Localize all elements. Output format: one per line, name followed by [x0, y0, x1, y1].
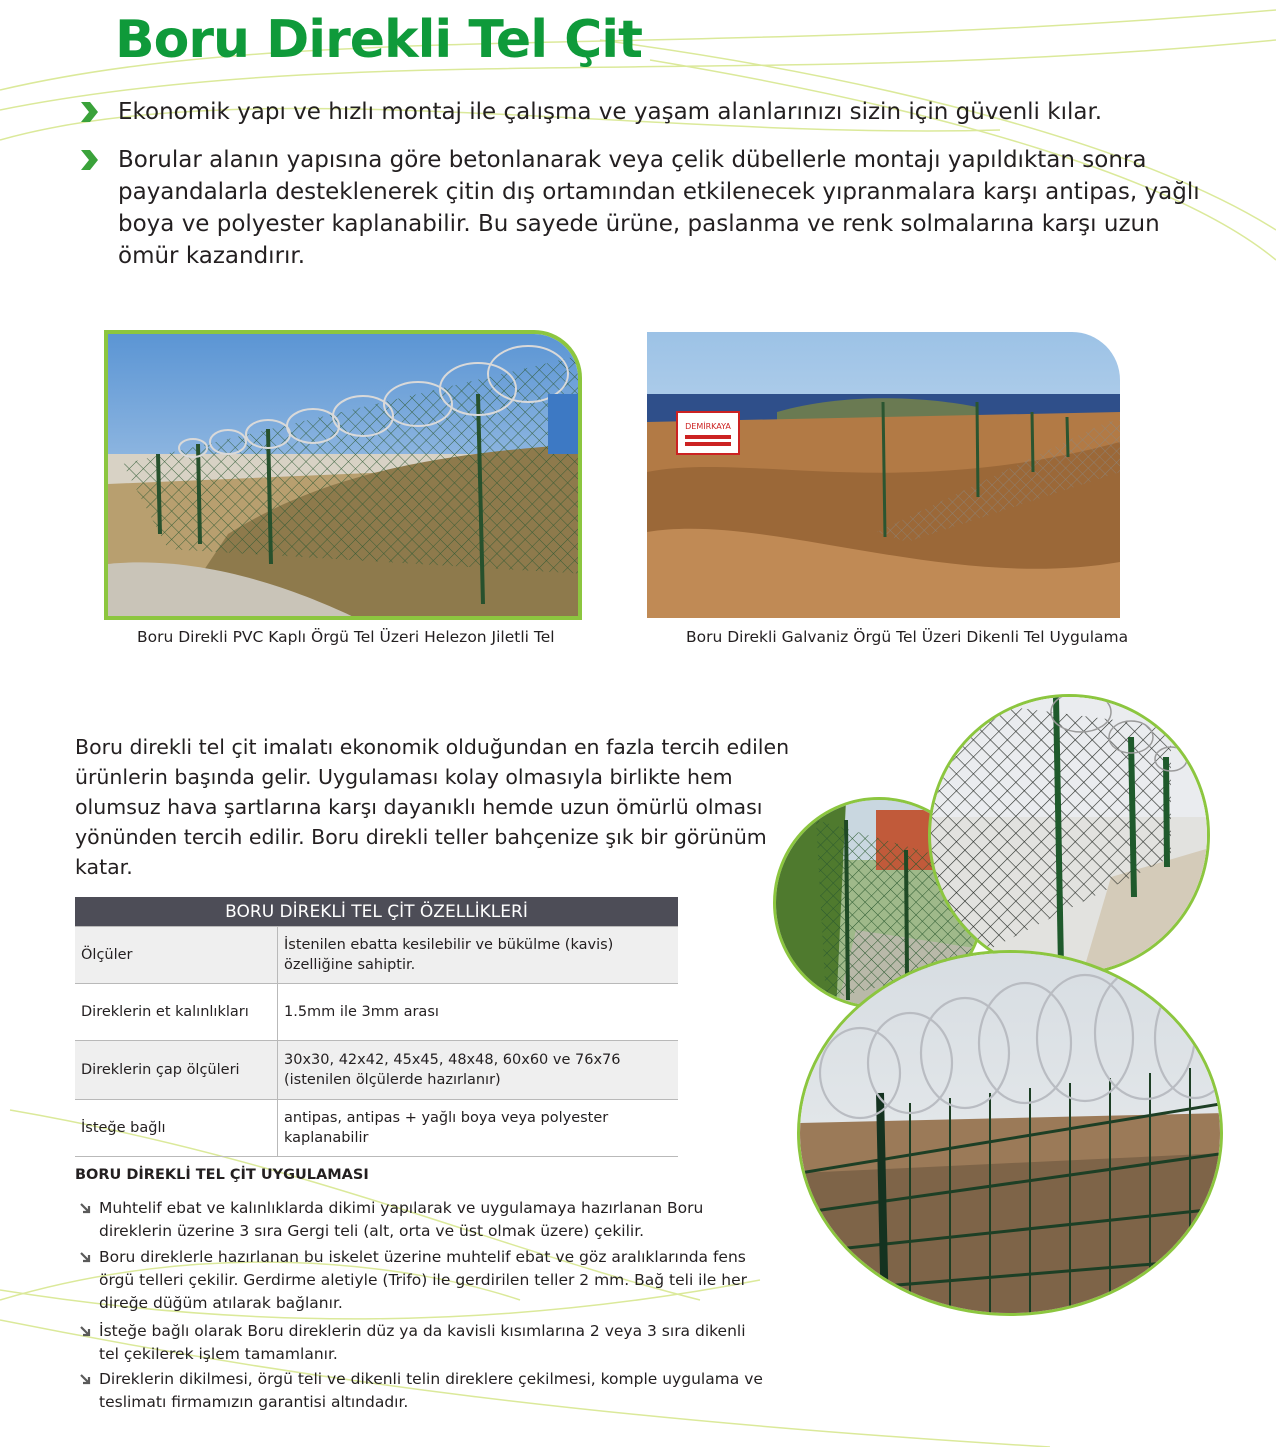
- spec-key: İsteğe bağlı: [75, 1100, 278, 1157]
- circle-photo-razor-wire-image: [800, 953, 1223, 1316]
- intro-bullet-2: Borular alanın yapısına göre betonlanarak veya çelik dübellerle montajı yapıldıktan sonra payandalarla desteklenerek çitin dış ortamından etkilenecek yıpranmalara karşı antipas, yağlı boya ve polyester kaplanabilir. Bu sayede ürüne, paslanma ve renk solmalarına karşı uzun ömür kazandırır.: [118, 147, 1200, 269]
- arrow-down-right-icon: [79, 1202, 93, 1216]
- table-row: [75, 984, 678, 1041]
- spec-value: İstenilen ebatta kesilebilir ve bükülme (kavis) özelliğine sahiptir.: [278, 927, 679, 984]
- spec-key: Ölçüler: [75, 927, 278, 984]
- specs-table-header: BORU DİREKLİ TEL ÇİT ÖZELLİKLERİ: [75, 897, 678, 927]
- photo-caption-right: Boru Direkli Galvaniz Örgü Tel Üzeri Dikenli Tel Uygulama: [686, 628, 1129, 646]
- photo-galvanized-fence-barbed-wire: [647, 332, 1120, 618]
- spec-value: 30x30, 42x42, 45x45, 48x48, 60x60 ve 76x76 (istenilen ölçülerde hazırlanır): [278, 1041, 679, 1100]
- application-title: BORU DİREKLİ TEL ÇİT UYGULAMASI: [75, 1167, 369, 1183]
- spec-value: antipas, antipas + yağlı boya veya polyester kaplanabilir: [278, 1100, 679, 1157]
- chevron-right-icon: [78, 100, 100, 124]
- table-row: [75, 1100, 678, 1157]
- circle-photo-razor-wire-panel: [797, 950, 1223, 1316]
- arrow-down-right-icon: [79, 1251, 93, 1265]
- circle-photo-mesh-fence: [928, 694, 1210, 976]
- spec-value: 1.5mm ile 3mm arası: [278, 984, 679, 1041]
- photo-sign-text: DEMİRKAYA: [685, 422, 731, 431]
- page-title: Boru Direkli Tel Çit: [115, 10, 642, 70]
- application-item: Direklerin dikilmesi, örgü teli ve dikenli telin direklere çekilmesi, komple uygulama ve teslimatı firmamızın garantisi altındadır.: [99, 1370, 763, 1411]
- arrow-down-right-icon: [79, 1373, 93, 1387]
- circle-photo-mesh-fence-image: [931, 697, 1210, 976]
- description-paragraph: Boru direkli tel çit imalatı ekonomik olduğundan en fazla tercih edilen ürünlerin başında gelir. Uygulaması kolay olmasıyla birlikte hem olumsuz hava şartlarına karşı dayanıklı hemde uzun ömürlü olması yönünden tercih edilir. Boru direkli teller bahçenize şık bir görünüm katar.: [75, 735, 790, 879]
- specs-table: [75, 897, 678, 1157]
- application-item: Boru direklerle hazırlanan bu iskelet üzerine muhtelif ebat ve göz aralıklarında fens örgü telleri çekilir. Gerdirme aletiyle (Trifo) ile gerdirilen teller 2 mm. Bağ teli ile her direğe düğüm atılarak bağlanır.: [99, 1248, 747, 1312]
- application-item: İsteğe bağlı olarak Boru direklerin düz ya da kavisli kısımlarına 2 veya 3 sıra dikenli tel çekilerek işlem tamamlanır.: [99, 1322, 746, 1363]
- table-row: [75, 927, 678, 984]
- application-item: Muhtelif ebat ve kalınlıklarda dikimi yapılarak ve uygulamaya hazırlanan Boru direklerin üzerine 3 sıra Gergi teli (alt, orta ve üst olmak üzere) çekilir.: [99, 1199, 704, 1240]
- photo-pvc-fence-image: [108, 334, 582, 620]
- photo-pvc-fence-razor-wire: [104, 330, 582, 620]
- intro-bullet-1: Ekonomik yapı ve hızlı montaj ile çalışma ve yaşam alanlarınızı sizin için güvenli kılar.: [118, 99, 1103, 125]
- chevron-right-icon: [78, 148, 100, 172]
- spec-key: Direklerin et kalınlıkları: [75, 984, 278, 1041]
- arrow-down-right-icon: [79, 1325, 93, 1339]
- table-row: [75, 1041, 678, 1100]
- spec-key: Direklerin çap ölçüleri: [75, 1041, 278, 1100]
- photo-galvanized-fence-image: [647, 332, 1120, 618]
- photo-caption-left: Boru Direkli PVC Kaplı Örgü Tel Üzeri Helezon Jiletli Tel: [137, 628, 555, 646]
